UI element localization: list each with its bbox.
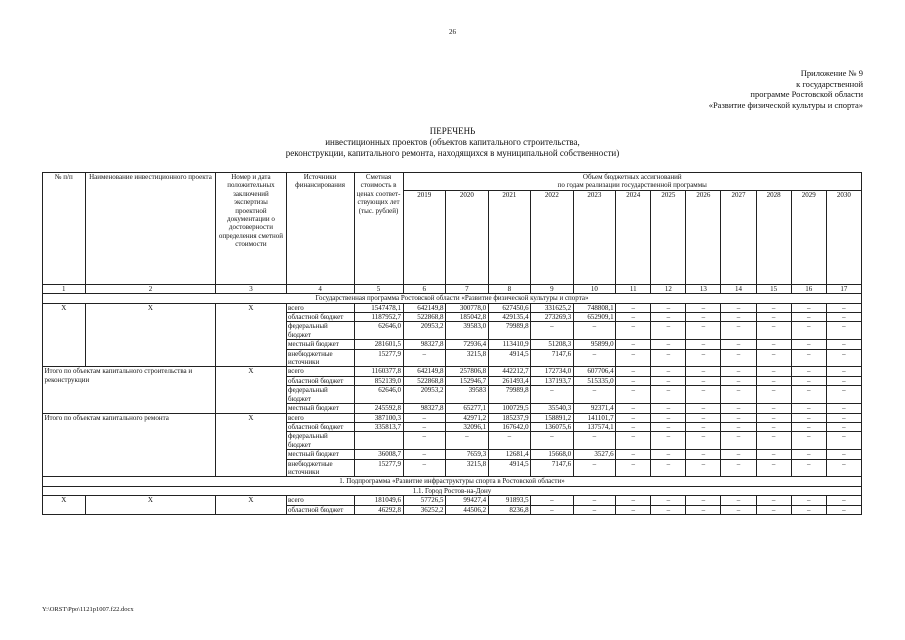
year-value-cell: – bbox=[756, 404, 791, 413]
year-header: 2030 bbox=[826, 190, 861, 284]
year-value-cell: – bbox=[721, 340, 756, 349]
year-value-cell: – bbox=[651, 505, 686, 514]
year-value-cell: – bbox=[616, 303, 651, 312]
year-value-cell: 72936,4 bbox=[446, 340, 489, 349]
cost-cell: 852139,0 bbox=[354, 376, 403, 385]
year-header: 2019 bbox=[403, 190, 446, 284]
column-number: 1 bbox=[43, 284, 86, 293]
appendix-line: программе Ростовской области bbox=[750, 89, 863, 99]
year-value-cell: 627450,6 bbox=[488, 303, 531, 312]
document-subtitle: реконструкции, капитального ремонта, находящихся в муниципальной собственности) bbox=[285, 148, 620, 158]
year-value-cell: 185042,8 bbox=[446, 313, 489, 322]
page-number: 26 bbox=[449, 28, 456, 36]
funding-source-cell: всего bbox=[286, 413, 354, 422]
year-value-cell: – bbox=[791, 340, 826, 349]
year-value-cell: – bbox=[756, 505, 791, 514]
funding-source-cell: областной бюджет bbox=[286, 313, 354, 322]
year-value-cell: – bbox=[721, 413, 756, 422]
year-value-cell: – bbox=[721, 432, 756, 450]
year-value-cell: – bbox=[791, 404, 826, 413]
year-value-cell: – bbox=[756, 413, 791, 422]
year-value-cell: 8236,8 bbox=[488, 505, 531, 514]
year-value-cell: – bbox=[686, 505, 721, 514]
year-value-cell: – bbox=[791, 322, 826, 340]
year-value-cell: – bbox=[756, 349, 791, 367]
year-header: 2025 bbox=[651, 190, 686, 284]
year-value-cell: 36252,2 bbox=[403, 505, 446, 514]
year-value-cell: – bbox=[791, 376, 826, 385]
year-value-cell: 607706,4 bbox=[573, 367, 616, 376]
year-value-cell: – bbox=[686, 313, 721, 322]
funding-source-cell: федеральный бюджет bbox=[286, 322, 354, 340]
year-value-cell: – bbox=[531, 322, 574, 340]
year-value-cell: – bbox=[791, 367, 826, 376]
year-value-cell: – bbox=[651, 404, 686, 413]
header-name: Наименование инвестиционного проекта bbox=[85, 173, 216, 285]
section-row bbox=[43, 294, 862, 303]
year-value-cell: 257806,8 bbox=[446, 367, 489, 376]
cost-cell: 15277,9 bbox=[354, 459, 403, 477]
year-value-cell: 113410,9 bbox=[488, 340, 531, 349]
column-number: 6 bbox=[403, 284, 446, 293]
subprogram-header: 1. Подпрограмма «Развитие инфраструктуры спорта в Ростовской области» bbox=[43, 477, 862, 486]
year-value-cell: 137193,7 bbox=[531, 376, 574, 385]
year-header: 2022 bbox=[531, 190, 574, 284]
year-value-cell: 141101,7 bbox=[573, 413, 616, 422]
year-value-cell: – bbox=[756, 459, 791, 477]
year-header: 2029 bbox=[791, 190, 826, 284]
funding-source-cell: федеральный бюджет bbox=[286, 432, 354, 450]
year-value-cell: 4914,5 bbox=[488, 459, 531, 477]
year-value-cell: 99427,4 bbox=[446, 496, 489, 505]
year-value-cell: 642149,8 bbox=[403, 367, 446, 376]
year-value-cell: 98327,8 bbox=[403, 404, 446, 413]
year-value-cell: 7147,6 bbox=[531, 459, 574, 477]
year-value-cell: – bbox=[686, 432, 721, 450]
year-value-cell: – bbox=[756, 432, 791, 450]
year-header: 2028 bbox=[756, 190, 791, 284]
table-row bbox=[43, 413, 862, 422]
funding-source-cell: местный бюджет bbox=[286, 340, 354, 349]
year-value-cell: – bbox=[686, 340, 721, 349]
year-value-cell: – bbox=[721, 459, 756, 477]
year-value-cell: 152946,7 bbox=[446, 376, 489, 385]
year-value-cell: – bbox=[651, 303, 686, 312]
year-value-cell: – bbox=[651, 367, 686, 376]
expertise-cell: Х bbox=[216, 367, 286, 413]
year-header: 2023 bbox=[573, 190, 616, 284]
year-value-cell: 136075,6 bbox=[531, 422, 574, 431]
year-value-cell: – bbox=[616, 496, 651, 505]
year-value-cell: – bbox=[573, 432, 616, 450]
year-value-cell: – bbox=[686, 303, 721, 312]
year-value-cell: 273269,3 bbox=[531, 313, 574, 322]
year-header: 2024 bbox=[616, 190, 651, 284]
year-value-cell: 652909,1 bbox=[573, 313, 616, 322]
year-value-cell: 522868,8 bbox=[403, 313, 446, 322]
year-value-cell: – bbox=[531, 386, 574, 404]
header-expertise: Номер и дата положительных заключений экспертизы проектной документации о достоверности определения сметной стоимости bbox=[216, 173, 286, 285]
year-value-cell: – bbox=[756, 322, 791, 340]
cost-cell: 387100,3 bbox=[354, 413, 403, 422]
year-value-cell: 3215,8 bbox=[446, 459, 489, 477]
program-header: Государственная программа Ростовской области «Развитие физической культуры и спорта» bbox=[43, 294, 862, 303]
year-value-cell: – bbox=[756, 450, 791, 459]
row-number-cell: Х bbox=[43, 303, 86, 367]
year-value-cell: 42971,2 bbox=[446, 413, 489, 422]
cost-cell: 46292,8 bbox=[354, 505, 403, 514]
column-number: 16 bbox=[791, 284, 826, 293]
year-value-cell: – bbox=[826, 505, 861, 514]
year-value-cell: – bbox=[573, 322, 616, 340]
year-value-cell: – bbox=[826, 367, 861, 376]
year-value-cell: – bbox=[446, 432, 489, 450]
year-value-cell: – bbox=[791, 313, 826, 322]
year-value-cell: – bbox=[686, 413, 721, 422]
year-value-cell: – bbox=[651, 496, 686, 505]
year-value-cell: 3215,8 bbox=[446, 349, 489, 367]
year-value-cell: 91893,5 bbox=[488, 496, 531, 505]
year-value-cell: – bbox=[616, 459, 651, 477]
year-value-cell: – bbox=[651, 422, 686, 431]
year-value-cell: – bbox=[756, 496, 791, 505]
year-value-cell: – bbox=[686, 386, 721, 404]
year-value-cell: 44506,2 bbox=[446, 505, 489, 514]
column-number: 4 bbox=[286, 284, 354, 293]
cost-cell: 1160377,8 bbox=[354, 367, 403, 376]
year-value-cell: 4914,5 bbox=[488, 349, 531, 367]
year-value-cell: – bbox=[651, 459, 686, 477]
cost-cell: 15277,9 bbox=[354, 349, 403, 367]
year-value-cell: – bbox=[686, 459, 721, 477]
year-value-cell: 442212,7 bbox=[488, 367, 531, 376]
year-value-cell: 172734,0 bbox=[531, 367, 574, 376]
year-value-cell: – bbox=[721, 496, 756, 505]
cost-cell: 62646,0 bbox=[354, 386, 403, 404]
year-value-cell: – bbox=[616, 376, 651, 385]
year-value-cell: – bbox=[791, 349, 826, 367]
year-value-cell: 331625,2 bbox=[531, 303, 574, 312]
header-cost: Сметная стоимость в ценах соответ-ствующих лет (тыс. рублей) bbox=[354, 173, 403, 285]
year-value-cell: 137574,1 bbox=[573, 422, 616, 431]
year-value-cell: 20953,2 bbox=[403, 386, 446, 404]
column-number: 10 bbox=[573, 284, 616, 293]
year-value-cell: – bbox=[826, 450, 861, 459]
year-value-cell: – bbox=[531, 496, 574, 505]
year-value-cell: – bbox=[721, 505, 756, 514]
year-value-cell: – bbox=[531, 505, 574, 514]
header-budget bbox=[403, 173, 861, 191]
year-value-cell: – bbox=[826, 376, 861, 385]
year-value-cell: – bbox=[686, 376, 721, 385]
column-number: 5 bbox=[354, 284, 403, 293]
year-value-cell: – bbox=[826, 340, 861, 349]
year-value-cell: – bbox=[403, 422, 446, 431]
header-sources: Источники финансирования bbox=[286, 173, 354, 285]
funding-source-cell: областной бюджет bbox=[286, 422, 354, 431]
year-value-cell: – bbox=[721, 322, 756, 340]
column-number: 11 bbox=[616, 284, 651, 293]
funding-source-cell: всего bbox=[286, 303, 354, 312]
year-value-cell: – bbox=[686, 404, 721, 413]
year-value-cell: – bbox=[826, 404, 861, 413]
year-value-cell: – bbox=[651, 349, 686, 367]
cost-cell bbox=[354, 432, 403, 450]
expertise-cell: Х bbox=[216, 496, 286, 515]
table-row bbox=[43, 303, 862, 312]
year-value-cell: – bbox=[651, 340, 686, 349]
document-title-block bbox=[0, 126, 905, 159]
year-value-cell: – bbox=[403, 459, 446, 477]
funding-source-cell: местный бюджет bbox=[286, 404, 354, 413]
header-budget-line: Объем бюджетных ассигнований bbox=[582, 173, 682, 181]
year-value-cell: – bbox=[616, 404, 651, 413]
year-value-cell: 95899,0 bbox=[573, 340, 616, 349]
funding-source-cell: областной бюджет bbox=[286, 376, 354, 385]
year-value-cell: 39583,0 bbox=[446, 322, 489, 340]
year-value-cell: – bbox=[756, 340, 791, 349]
year-value-cell: – bbox=[616, 313, 651, 322]
year-value-cell: 65277,1 bbox=[446, 404, 489, 413]
funding-source-cell: всего bbox=[286, 496, 354, 505]
year-value-cell: 7147,6 bbox=[531, 349, 574, 367]
header-num: № п/п bbox=[43, 173, 86, 285]
expertise-cell: Х bbox=[216, 413, 286, 477]
year-value-cell: 39583 bbox=[446, 386, 489, 404]
year-value-cell: – bbox=[721, 404, 756, 413]
year-value-cell: 20953,2 bbox=[403, 322, 446, 340]
year-value-cell: – bbox=[721, 450, 756, 459]
section-row bbox=[43, 477, 862, 486]
year-value-cell: – bbox=[791, 496, 826, 505]
year-value-cell: 12681,4 bbox=[488, 450, 531, 459]
project-name-cell: Итого по объектам капитального строительства и реконструкции bbox=[43, 367, 216, 413]
year-value-cell: 642149,8 bbox=[403, 303, 446, 312]
year-value-cell: – bbox=[721, 386, 756, 404]
year-value-cell: – bbox=[651, 376, 686, 385]
year-value-cell: 51208,3 bbox=[531, 340, 574, 349]
cost-cell: 181049,6 bbox=[354, 496, 403, 505]
funding-source-cell: областной бюджет bbox=[286, 505, 354, 514]
year-value-cell: – bbox=[651, 413, 686, 422]
year-value-cell: – bbox=[756, 376, 791, 385]
year-value-cell: 515335,0 bbox=[573, 376, 616, 385]
cost-cell: 281601,5 bbox=[354, 340, 403, 349]
footer-file-path: Y:\ORST\Ppo\1121p1007.f22.docx bbox=[42, 606, 134, 613]
column-number: 15 bbox=[756, 284, 791, 293]
cost-cell: 36008,7 bbox=[354, 450, 403, 459]
year-value-cell: – bbox=[616, 386, 651, 404]
year-value-cell: – bbox=[791, 386, 826, 404]
year-value-cell: 32096,1 bbox=[446, 422, 489, 431]
city-header: 1.1. Город Ростов-на-Дону bbox=[43, 486, 862, 495]
year-value-cell: 35540,3 bbox=[531, 404, 574, 413]
year-value-cell: – bbox=[791, 303, 826, 312]
cost-cell: 1547478,1 bbox=[354, 303, 403, 312]
year-value-cell: – bbox=[686, 422, 721, 431]
cost-cell: 335813,7 bbox=[354, 422, 403, 431]
year-value-cell: – bbox=[651, 322, 686, 340]
year-value-cell: – bbox=[686, 322, 721, 340]
year-value-cell: – bbox=[791, 505, 826, 514]
column-number: 9 bbox=[531, 284, 574, 293]
column-number: 3 bbox=[216, 284, 286, 293]
year-value-cell: 167642,0 bbox=[488, 422, 531, 431]
appendix-line: к государственной bbox=[796, 78, 863, 89]
section-row bbox=[43, 486, 862, 495]
year-value-cell: – bbox=[756, 422, 791, 431]
header-row bbox=[43, 173, 862, 191]
column-numbers-row bbox=[43, 284, 862, 293]
year-value-cell: – bbox=[531, 432, 574, 450]
year-value-cell: – bbox=[616, 505, 651, 514]
year-value-cell: 158891,2 bbox=[531, 413, 574, 422]
year-value-cell: – bbox=[403, 413, 446, 422]
table-row bbox=[43, 367, 862, 376]
funding-source-cell: внебюджетные источники bbox=[286, 349, 354, 367]
table-row bbox=[43, 496, 862, 505]
year-value-cell: – bbox=[721, 313, 756, 322]
funding-source-cell: местный бюджет bbox=[286, 450, 354, 459]
expertise-cell: Х bbox=[216, 303, 286, 367]
column-number: 12 bbox=[651, 284, 686, 293]
year-value-cell: – bbox=[616, 322, 651, 340]
column-number: 13 bbox=[686, 284, 721, 293]
year-value-cell: 57726,5 bbox=[403, 496, 446, 505]
year-value-cell: 79989,8 bbox=[488, 322, 531, 340]
year-value-cell: – bbox=[616, 349, 651, 367]
year-value-cell: – bbox=[826, 496, 861, 505]
year-value-cell: 429135,4 bbox=[488, 313, 531, 322]
year-value-cell: – bbox=[616, 340, 651, 349]
investment-projects-table bbox=[42, 172, 862, 515]
year-value-cell: – bbox=[686, 496, 721, 505]
cost-cell: 1187952,7 bbox=[354, 313, 403, 322]
document-subtitle: инвестиционных проектов (объектов капитального строительства, bbox=[325, 137, 580, 147]
year-value-cell: – bbox=[721, 303, 756, 312]
year-value-cell: 79989,8 bbox=[488, 386, 531, 404]
funding-source-cell: всего bbox=[286, 367, 354, 376]
year-value-cell: – bbox=[756, 367, 791, 376]
column-number: 7 bbox=[446, 284, 489, 293]
project-name-cell: Х bbox=[85, 303, 216, 367]
year-value-cell: – bbox=[651, 313, 686, 322]
year-value-cell: 92371,4 bbox=[573, 404, 616, 413]
year-value-cell: – bbox=[616, 422, 651, 431]
funding-source-cell: федеральный бюджет bbox=[286, 386, 354, 404]
year-value-cell: – bbox=[826, 349, 861, 367]
year-value-cell: – bbox=[616, 432, 651, 450]
year-value-cell: – bbox=[403, 432, 446, 450]
column-number: 14 bbox=[721, 284, 756, 293]
column-number: 17 bbox=[826, 284, 861, 293]
year-value-cell: – bbox=[826, 459, 861, 477]
year-value-cell: – bbox=[721, 367, 756, 376]
row-number-cell: Х bbox=[43, 496, 86, 515]
year-value-cell: – bbox=[826, 313, 861, 322]
year-header: 2021 bbox=[488, 190, 531, 284]
year-value-cell: – bbox=[651, 450, 686, 459]
appendix-line: «Развитие физической культуры и спорта» bbox=[708, 99, 863, 110]
project-name-cell: Х bbox=[85, 496, 216, 515]
year-value-cell: – bbox=[403, 349, 446, 367]
column-number: 2 bbox=[85, 284, 216, 293]
year-value-cell: – bbox=[616, 413, 651, 422]
cost-cell: 62646,0 bbox=[354, 322, 403, 340]
year-value-cell: – bbox=[573, 505, 616, 514]
year-value-cell: – bbox=[791, 413, 826, 422]
year-value-cell: – bbox=[756, 303, 791, 312]
year-value-cell: – bbox=[791, 450, 826, 459]
funding-source-cell: внебюджетные источники bbox=[286, 459, 354, 477]
year-value-cell: 7659,3 bbox=[446, 450, 489, 459]
document-title: ПЕРЕЧЕНЬ bbox=[429, 126, 476, 136]
year-header: 2027 bbox=[721, 190, 756, 284]
year-value-cell: 100729,5 bbox=[488, 404, 531, 413]
year-value-cell: 748808,1 bbox=[573, 303, 616, 312]
appendix-block bbox=[709, 68, 863, 110]
year-value-cell: – bbox=[756, 386, 791, 404]
year-value-cell: – bbox=[573, 386, 616, 404]
year-value-cell: – bbox=[826, 422, 861, 431]
header-budget-line: по годам реализации государственной программы bbox=[557, 181, 707, 190]
year-value-cell: – bbox=[488, 432, 531, 450]
year-header: 2026 bbox=[686, 190, 721, 284]
year-value-cell: – bbox=[721, 376, 756, 385]
year-value-cell: 15668,0 bbox=[531, 450, 574, 459]
year-value-cell: – bbox=[791, 422, 826, 431]
year-value-cell: 98327,8 bbox=[403, 340, 446, 349]
year-value-cell: – bbox=[651, 432, 686, 450]
cost-cell: 245592,8 bbox=[354, 404, 403, 413]
year-value-cell: – bbox=[573, 459, 616, 477]
year-value-cell: – bbox=[616, 367, 651, 376]
year-value-cell: – bbox=[686, 367, 721, 376]
year-value-cell: – bbox=[826, 386, 861, 404]
year-value-cell: – bbox=[826, 413, 861, 422]
year-value-cell: – bbox=[686, 349, 721, 367]
year-value-cell: – bbox=[721, 349, 756, 367]
year-value-cell: – bbox=[573, 496, 616, 505]
year-value-cell: – bbox=[721, 422, 756, 431]
year-value-cell: – bbox=[826, 432, 861, 450]
year-value-cell: – bbox=[791, 432, 826, 450]
year-value-cell: – bbox=[573, 349, 616, 367]
year-value-cell: 522868,8 bbox=[403, 376, 446, 385]
project-name-cell: Итого по объектам капитального ремонта bbox=[43, 413, 216, 477]
column-number: 8 bbox=[488, 284, 531, 293]
year-value-cell: – bbox=[826, 322, 861, 340]
year-value-cell: – bbox=[616, 450, 651, 459]
year-value-cell: 185237,9 bbox=[488, 413, 531, 422]
year-value-cell: 300778,0 bbox=[446, 303, 489, 312]
year-header: 2020 bbox=[446, 190, 489, 284]
year-value-cell: – bbox=[756, 313, 791, 322]
year-value-cell: – bbox=[651, 386, 686, 404]
appendix-line: Приложение № 9 bbox=[800, 68, 863, 78]
year-value-cell: – bbox=[686, 450, 721, 459]
year-value-cell: 3527,6 bbox=[573, 450, 616, 459]
year-value-cell: – bbox=[791, 459, 826, 477]
year-value-cell: – bbox=[403, 450, 446, 459]
year-value-cell: 261493,4 bbox=[488, 376, 531, 385]
year-value-cell: – bbox=[826, 303, 861, 312]
